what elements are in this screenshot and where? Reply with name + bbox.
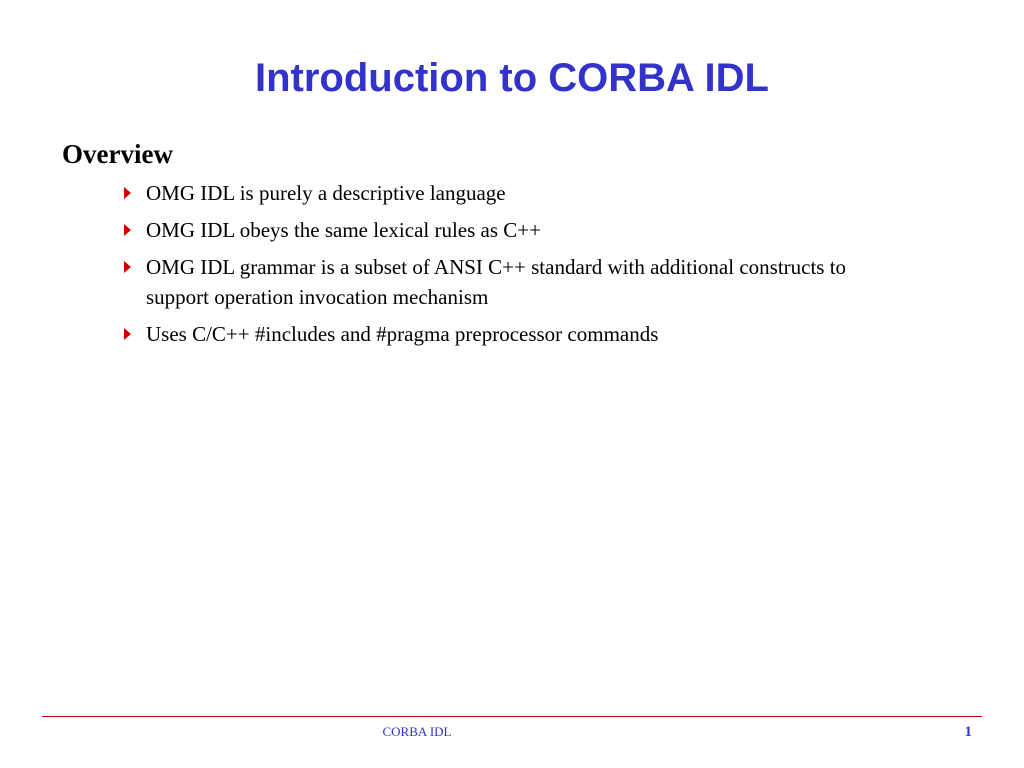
bullet-text: OMG IDL is purely a descriptive language xyxy=(146,181,506,205)
footer-title: CORBA IDL xyxy=(382,724,452,739)
bullet-item xyxy=(122,319,882,349)
triangle-right-icon xyxy=(124,187,131,199)
section-heading: Overview xyxy=(62,139,173,169)
bullet-item xyxy=(122,252,882,312)
slide-title: Introduction to CORBA IDL xyxy=(255,56,769,100)
bullet-text: Uses C/C++ #includes and #pragma preprocessor commands xyxy=(146,322,659,346)
triangle-right-icon xyxy=(124,224,131,236)
page-number: 1 xyxy=(964,724,972,740)
triangle-right-icon xyxy=(124,261,131,273)
footer-divider xyxy=(42,716,982,717)
bullet-text: OMG IDL grammar is a subset of ANSI C++ standard with additional constructs to support operation invocation mechanism xyxy=(146,255,847,309)
bullet-text: OMG IDL obeys the same lexical rules as C++ xyxy=(146,218,541,242)
triangle-right-icon xyxy=(124,328,131,340)
bullet-item xyxy=(122,178,882,208)
bullet-list xyxy=(122,178,882,356)
bullet-item xyxy=(122,215,882,245)
